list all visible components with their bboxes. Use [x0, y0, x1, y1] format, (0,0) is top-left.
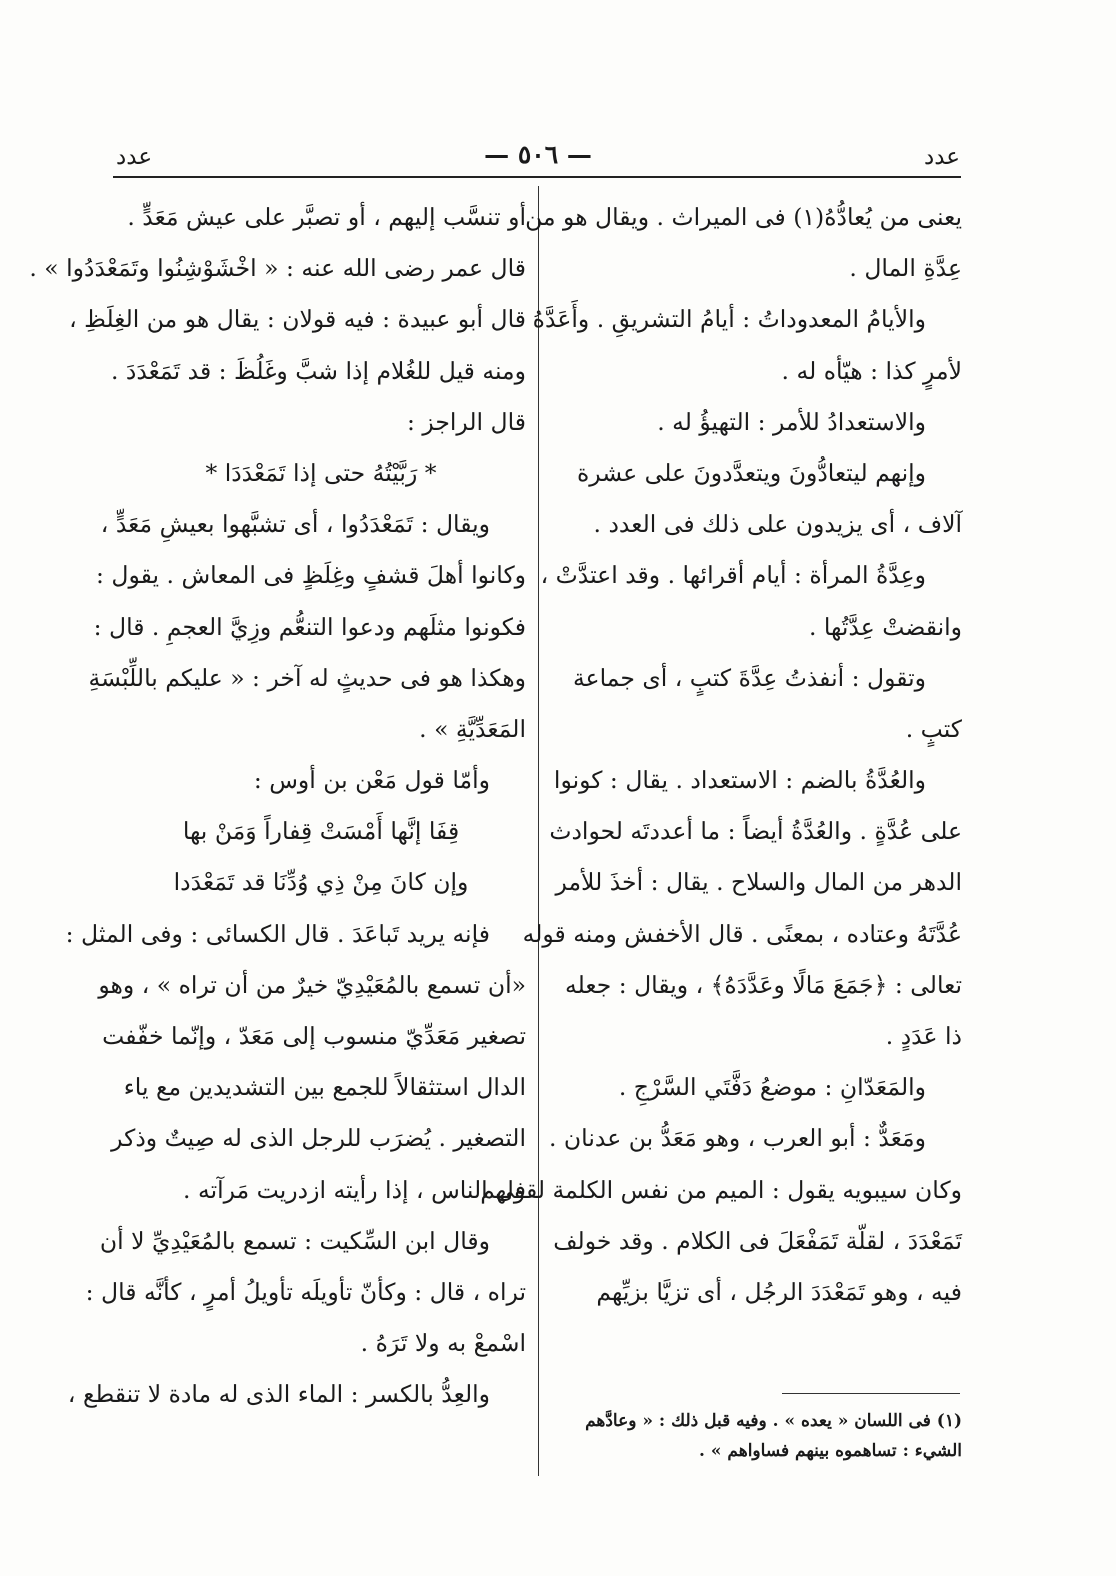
text-line: وكان سيبويه يقول : الميم من نفس الكلمة لقولهم [480, 1175, 962, 1204]
text-line: وهكذا هو فى حديثٍ له آخر : « عليكم باللِّبْسَةِ [88, 663, 526, 692]
text-line: والأيامُ المعدوداتُ : أيامُ التشريقِ . وأَعَدَّهُ [532, 305, 926, 334]
running-headword-right: عدد [923, 144, 960, 170]
text-line: أو تنسَّب إليهم ، أو تصبَّر على عيش مَعَدٍّ . [127, 203, 526, 231]
text-line: تراه ، قال : وكأنّ تأويلَه تأويلُ أمرٍ ، كأنَّه قال : [85, 1277, 526, 1306]
text-line: التصغير . يُضرَب للرجل الذى له صِيتٌ وذكر [111, 1124, 526, 1153]
text-line: يعنى من يُعادُّهُ(١) فى الميراث . ويقال هو من [525, 203, 962, 231]
text-line: «أن تسمع بالمُعَيْدِيّ خيرٌ من أن تراه » ، وهو [98, 970, 526, 999]
footnote-line: (١) فى اللسان « يعده » . وفيه قبل ذلك : « وعادَّهم [585, 1411, 962, 1431]
text-line: الدهر من المال والسلاح . يقال : أخذَ للأمر [555, 868, 962, 897]
text-line: لأمرٍ كذا : هيّأه له . [781, 356, 962, 385]
text-line: والعُدَّةُ بالضم : الاستعداد . يقال : كونوا [553, 766, 926, 795]
text-line: والعِدُّ بالكسر : الماء الذى له مادة لا تنقطع ، [67, 1380, 490, 1409]
text-line: ومنه قيل للغُلام إذا شبَّ وغَلُظَ : قد تَمَعْدَدَ . [110, 356, 526, 385]
footnote-line: الشيء : تساهموه بينهم فساواهم » . [699, 1441, 962, 1461]
header-rule [113, 176, 961, 178]
text-line: ذا عَدَدٍ . [885, 1022, 962, 1050]
text-line: والاستعدادُ للأمر : التهيؤُ له . [657, 407, 926, 436]
verse-line: * رَبَّيْتُهُ حتى إذا تَمَعْدَدَا * [205, 458, 437, 487]
verse-line: قِفَا إنَّها أَمْسَتْ قِفاراً وَمَنْ بها [182, 817, 460, 846]
text-line: فيه ، وهو تَمَعْدَدَ الرجُل ، أى تزيَّا بزيِّهم [596, 1277, 962, 1306]
column-divider [538, 186, 539, 1476]
text-line: كتبٍ . [905, 714, 962, 743]
text-line: ويقال : تَمَعْدَدُوا ، أى تشبَّهوا بعيشِ مَعَدٍّ ، [100, 510, 490, 539]
text-line: تعالى : ﴿جَمَعَ مَالًا وعَدَّدَهُ﴾ ، ويقال : جعله [564, 970, 962, 999]
text-line: الدال استثقالاً للجمع بين التشديدين مع ياء [123, 1073, 526, 1102]
text-line: آلاف ، أى يزيدون على ذلك فى العدد . [593, 510, 962, 539]
text-line: وعِدَّةُ المرأة : أيام أقرائها . وقد اعتدَّتْ ، [540, 561, 926, 590]
text-line: قال عمر رضى الله عنه : « اخْشَوْشِنُوا وتَمَعْدَدُوا » . [29, 254, 526, 283]
text-line: وإنهم ليتعادُّونَ ويتعدَّدونَ على عشرة [576, 458, 926, 487]
text-line: تصغير مَعَدِّيّ منسوب إلى مَعَدّ ، وإنّما خفّفت [102, 1022, 526, 1050]
text-line: فكونوا مثلَهم ودعوا التنعُّم وزِيَّ العجمِ . قال : [93, 612, 526, 641]
text-line: اسْمعْ به ولا تَرَهُ . [360, 1329, 526, 1358]
page-header [116, 138, 960, 178]
text-line: وتقول : أنفذتُ عِدَّةَ كتبٍ ، أى جماعة [572, 663, 926, 692]
text-line: ومَعَدٌّ : أبو العرب ، وهو مَعَدُّ بن عدنان . [548, 1124, 926, 1153]
text-line: على عُدَّةٍ . والعُدَّةُ أيضاً : ما أعددتَه لحوادث [549, 817, 962, 846]
page-number: — ٥٠٦ — [484, 140, 592, 169]
verse-line: وإن كانَ مِنْ ذِي وُدِّنَا قد تَمَعْدَدا [173, 868, 469, 897]
right-column [480, 192, 962, 1318]
footnote-rule [782, 1393, 960, 1394]
text-line: قال الراجز : [406, 407, 526, 436]
text-line: والمَعَدّانِ : موضعُ دَفَّتَي السَّرْجِ . [618, 1073, 926, 1102]
text-line: وقال ابن السِّكيت : تسمع بالمُعَيْدِيِّ لا أن [99, 1226, 490, 1255]
footnote [552, 1406, 962, 1466]
text-line: قال أبو عبيدة : فيه قولان : يقال هو من الغِلَظِ ، [69, 305, 526, 334]
running-headword-left: عدد [116, 144, 153, 170]
text-line: تَمَعْدَدَ ، لقلّة تَمَفْعَلَ فى الكلام . وقد خولف [553, 1226, 962, 1255]
text-line: عُدَّتَهُ وعتاده ، بمعنًى . قال الأخفش ومنه قوله [522, 919, 962, 948]
text-line: المَعَدِّيَّةِ » . [419, 714, 526, 743]
text-line: فإنه يريد تَباعَدَ . قال الكسائى : وفى المثل : [65, 919, 490, 948]
left-column [29, 192, 526, 1421]
text-line: وانقضتْ عِدَّتُها . [808, 612, 962, 641]
text-line: فى الناس ، إذا رأيته ازدريت مَرآته . [183, 1175, 526, 1204]
text-line: وكانوا أهلَ قشفٍ وغِلَظٍ فى المعاش . يقول : [96, 561, 526, 590]
text-line: عِدَّةِ المال . [849, 254, 962, 283]
text-line: وأمّا قول مَعْن بن أوس : [253, 766, 490, 795]
